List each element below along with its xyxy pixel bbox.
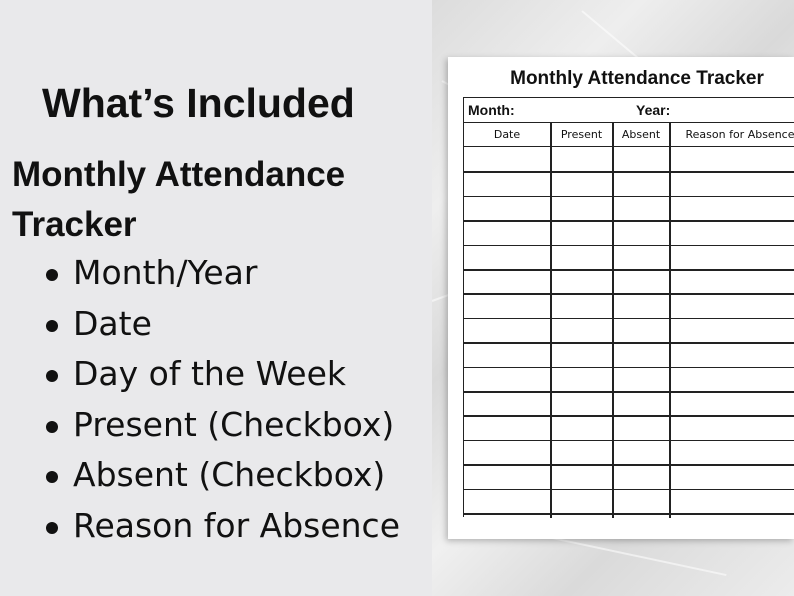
month-year-row [464,98,794,123]
row-line [464,415,794,417]
sheet-title: Monthly Attendance Tracker [510,68,764,89]
row-line [464,391,794,393]
subheading: Monthly Attendance Tracker [12,155,346,244]
row-line [464,440,794,442]
column-header-row [464,123,794,147]
list-item: Date [44,299,429,350]
column-header: Reason for Absence [685,128,794,141]
tracker-sheet [448,57,794,539]
row-line [464,513,794,515]
column-header: Present [560,128,603,141]
row-line [464,245,794,247]
list-item: Reason for Absence [44,501,429,552]
bullet-icon [46,320,58,332]
column-divider [550,123,552,518]
list-item: Absent (Checkbox) [44,450,429,501]
attendance-grid [463,97,794,517]
list-item: Day of the Week [44,349,429,400]
column-divider [612,123,614,518]
list-item: Present (Checkbox) [44,400,429,451]
row-line [464,196,794,198]
row-line [464,367,794,369]
bullet-icon [46,370,58,382]
bullet-icon [46,522,58,534]
feature-list [44,248,429,551]
row-line [464,464,794,466]
row-line [464,342,794,344]
row-line [464,318,794,320]
row-line [464,171,794,173]
heading: What’s Included [42,80,355,126]
month-label: Month: [468,102,515,118]
row-line [464,269,794,271]
column-header: Date [493,128,521,141]
column-header: Absent [621,128,661,141]
row-line [464,489,794,491]
bullet-icon [46,269,58,281]
bullet-icon [46,421,58,433]
row-line [464,220,794,222]
column-divider [669,123,671,518]
bullet-icon [46,471,58,483]
row-line [464,293,794,295]
list-item: Month/Year [44,248,429,299]
year-label: Year: [636,102,671,118]
